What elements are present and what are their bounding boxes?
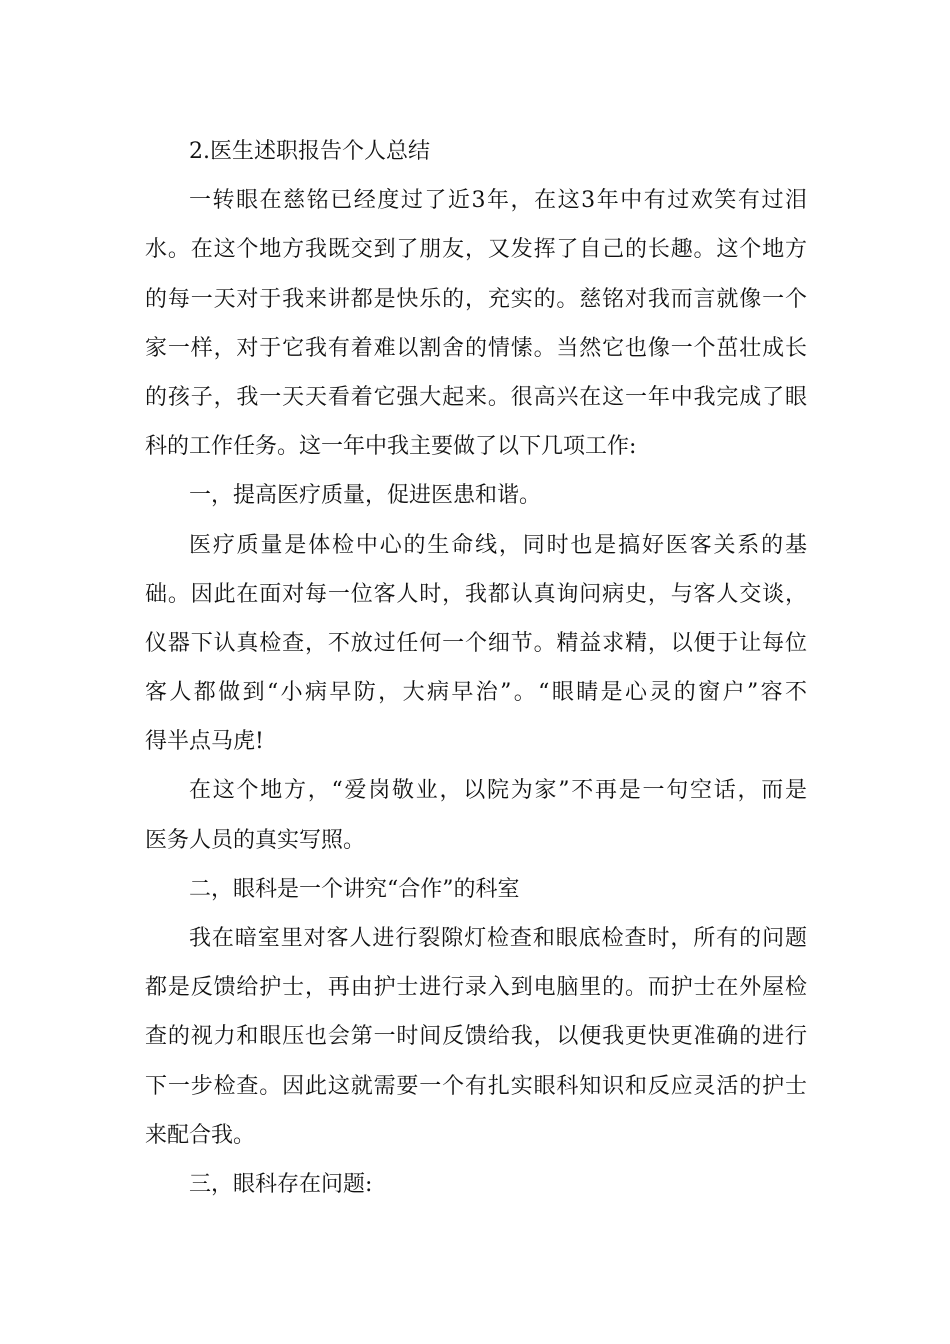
paragraph-cooperation [145, 921, 807, 1167]
text-line: 得半点马虎! [145, 729, 264, 755]
paragraph-quality [145, 528, 807, 774]
text-line: 来配合我。 [145, 1122, 256, 1148]
text-line: 医务人员的真实写照。 [145, 827, 366, 853]
text-line: 都是反馈给护士，再由护士进行录入到电脑里的。而护士在外屋检 [145, 975, 807, 1001]
text-line: 下一步检查。因此这就需要一个有扎实眼科知识和反应灵活的护士 [145, 1073, 807, 1099]
text-line: 家一样，对于它我有着难以割舍的情愫。当然它也像一个茁壮成长 [145, 335, 807, 361]
text-line: 的孩子，我一天天看着它强大起来。很高兴在这一年中我完成了眼 [145, 384, 807, 410]
section-heading-1: 一，提高医疗质量，促进医患和谐。 [189, 483, 542, 509]
text-line: 一转眼在慈铭已经度过了近3年，在这3年中有过欢笑有过泪 [189, 188, 807, 214]
text-line: 的每一天对于我来讲都是快乐的，充实的。慈铭对我而言就像一个 [145, 286, 807, 312]
text-line: 查的视力和眼压也会第一时间反馈给我，以便我更快更准确的进行 [145, 1024, 807, 1050]
text-line: 科的工作任务。这一年中我主要做了以下几项工作: [145, 434, 637, 460]
text-line: 在这个地方，“爱岗敬业，以院为家”不再是一句空话，而是 [189, 778, 807, 804]
text-line: 础。因此在面对每一位客人时，我都认真询问病史，与客人交谈， [145, 581, 807, 607]
paragraph-dedication [145, 773, 807, 871]
text-line: 我在暗室里对客人进行裂隙灯检查和眼底检查时，所有的问题 [189, 926, 807, 951]
paragraph-intro [145, 183, 807, 478]
text-line: 医疗质量是体检中心的生命线，同时也是搞好医客关系的基 [189, 532, 807, 558]
document-title: 2.医生述职报告个人总结 [189, 139, 430, 164]
document-body [145, 134, 807, 1216]
text-line: 客人都做到“小病早防，大病早治”。“眼睛是心灵的窗户”容不 [145, 680, 807, 706]
text-line: 水。在这个地方我既交到了朋友，又发挥了自己的长趣。这个地方 [145, 237, 807, 263]
section-heading-3: 三，眼科存在问题: [189, 1171, 373, 1197]
section-heading-2: 二，眼科是一个讲究“合作”的科室 [189, 876, 520, 902]
text-line: 仪器下认真检查，不放过任何一个细节。精益求精，以便于让每位 [145, 630, 807, 656]
